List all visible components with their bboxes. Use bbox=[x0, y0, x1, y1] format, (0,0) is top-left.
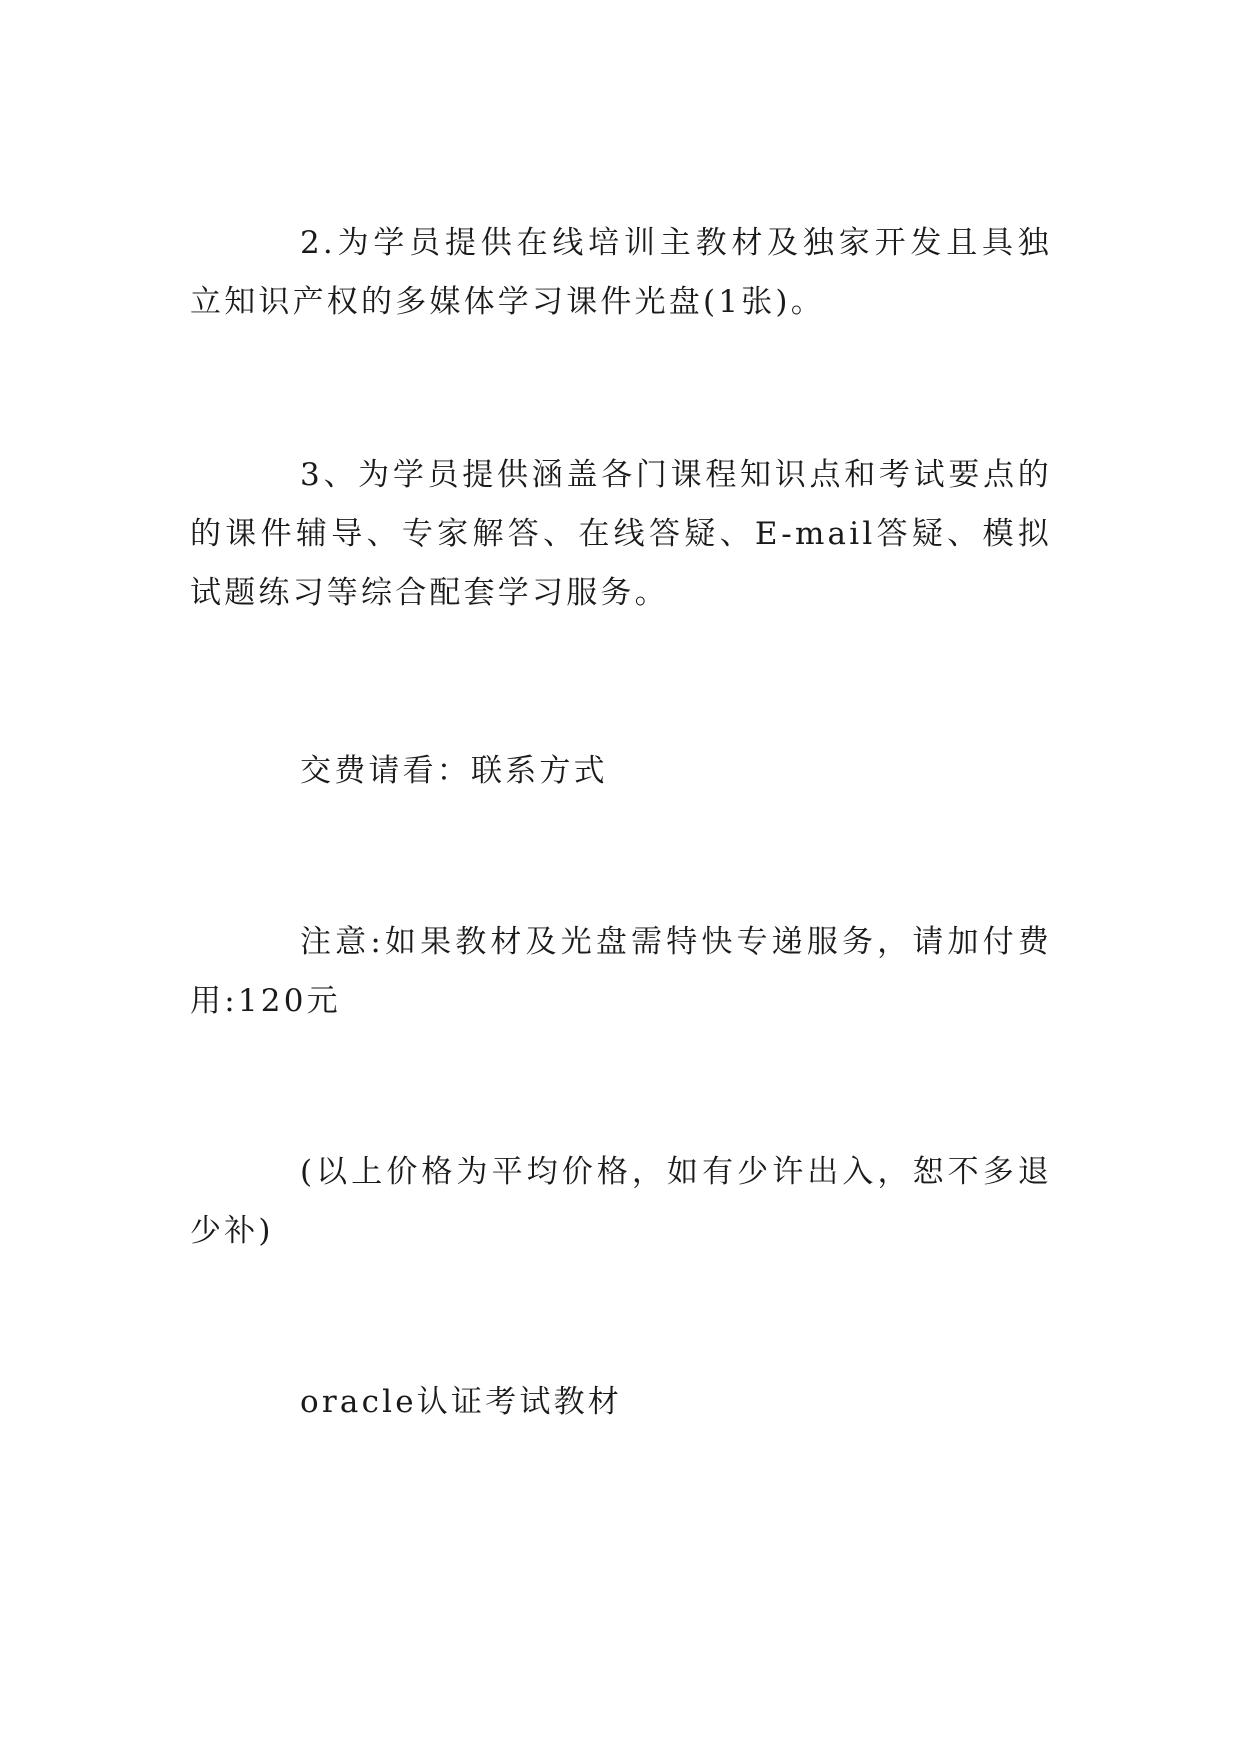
paragraph-express-delivery-note: 注意:如果教材及光盘需特快专递服务，请加付费用:120元 bbox=[190, 924, 1052, 1019]
paragraph-price-disclaimer: (以上价格为平均价格，如有少许出入，恕不多退少补) bbox=[190, 1154, 1052, 1249]
paragraph-materials-item-2: 2.为学员提供在线培训主教材及独家开发且具独立知识产权的多媒体学习课件光盘(1张)。 bbox=[190, 225, 1052, 320]
paragraph-section-heading: oracle认证考试教材 bbox=[300, 1384, 622, 1420]
paragraph-services-item-3: 3、为学员提供涵盖各门课程知识点和考试要点的的课件辅导、专家解答、在线答疑、E-mail答疑、模拟试题练习等综合配套学习服务。 bbox=[190, 457, 1052, 611]
paragraph-payment-contact: 交费请看：联系方式 bbox=[300, 753, 608, 789]
